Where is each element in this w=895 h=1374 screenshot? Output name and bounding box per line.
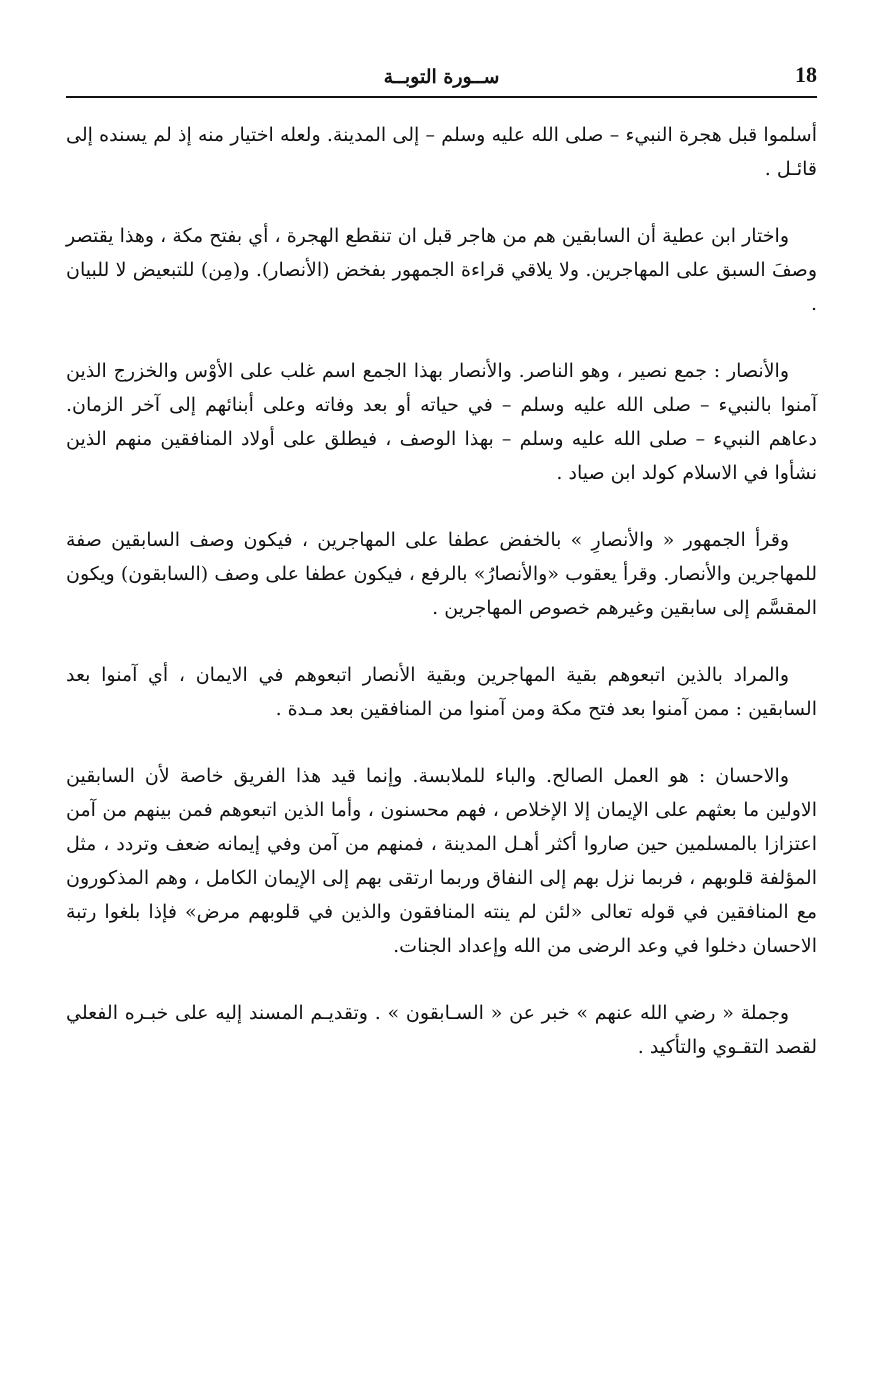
paragraph-4: وقرأ الجمهور « والأنصارِ » بالخفض عطفا على المهاجرين ، فيكون وصف السابقين صفة للمهاجرين والأنصار. وقرأ يعقوب «والأنصارُ» بالرفع ، فيكون عطفا على وصف (السابقون) ويكون المقسَّم إلى سابقين وغيرهم خصوص المهاجرين . xyxy=(66,529,817,619)
paragraph-3: والأنصار : جمع نصير ، وهو الناصر. والأنصار بهذا الجمع اسم غلب على الأوْس والخزرج الذين آمنوا بالنبيء – صلى الله عليه وسلم – في حياته أو بعد وفاته وعلى أبنائهم إلى آخر الزمان. دعاهم النبيء – صلى الله عليه وسلم – بهذا الوصف ، فيطلق على أولاد المنافقين منهم الذين نشأوا في الاسلام كولد ابن صياد . xyxy=(66,360,817,484)
page-number: 18 xyxy=(795,62,817,87)
page-header xyxy=(66,58,817,98)
paragraph-5: والمراد بالذين اتبعوهم بقية المهاجرين وبقية الأنصار اتبعوهم في الايمان ، أي آمنوا بعد السابقين : ممن آمنوا بعد فتح مكة ومن آمنوا من المنافقين بعد مـدة . xyxy=(66,664,817,720)
header-divider xyxy=(66,96,817,98)
running-title: ســورة التوبــة xyxy=(383,66,500,88)
paragraph-1: أسلموا قبل هجرة النبيء – صلى الله عليه وسلم – إلى المدينة. ولعله اختيار منه إذ لم يسنده إلى قائـل . xyxy=(66,124,817,180)
paragraph-6: والاحسان : هو العمل الصالح. والباء للملابسة. وإنما قيد هذا الفريق خاصة لأن السابقين الاولين ما بعثهم على الإيمان إلا الإخلاص ، فهم محسنون ، وأما الذين اتبعوهم فمن بينهم من آمن اعتزازا بالمسلمين حين صاروا أكثر أهـل المدينة ، فمنهم من آمن وفي إيمانه ضعف وتردد ، مثل المؤلفة قلوبهم ، فربما نزل بهم إلى النفاق وربما ارتقى بهم إلى الإيمان الكامل ، وهم المذكورون مع المنافقين في قوله تعالى «لئن لم ينته المنافقون والذين في قلوبهم مرض» فإذا بلغوا رتبة الاحسان دخلوا في وعد الرضى من الله وإعداد الجنات. xyxy=(66,765,817,957)
paragraph-2: واختار ابن عطية أن السابقين هم من هاجر قبل ان تنقطع الهجرة ، أي بفتح مكة ، وهذا يقتصر وصفَ السبق على المهاجرين. ولا يلاقي قراءة الجمهور بفخض (الأنصار). و(مِن) للتبعيض لا للبيان . xyxy=(66,225,817,315)
paragraph-7: وجملة « رضي الله عنهم » خبر عن « السـابقون » . وتقديـم المسند إليه على خبـره الفعلي لقصد التقـوي والتأكيد . xyxy=(66,1002,817,1058)
body-text xyxy=(66,118,817,1097)
